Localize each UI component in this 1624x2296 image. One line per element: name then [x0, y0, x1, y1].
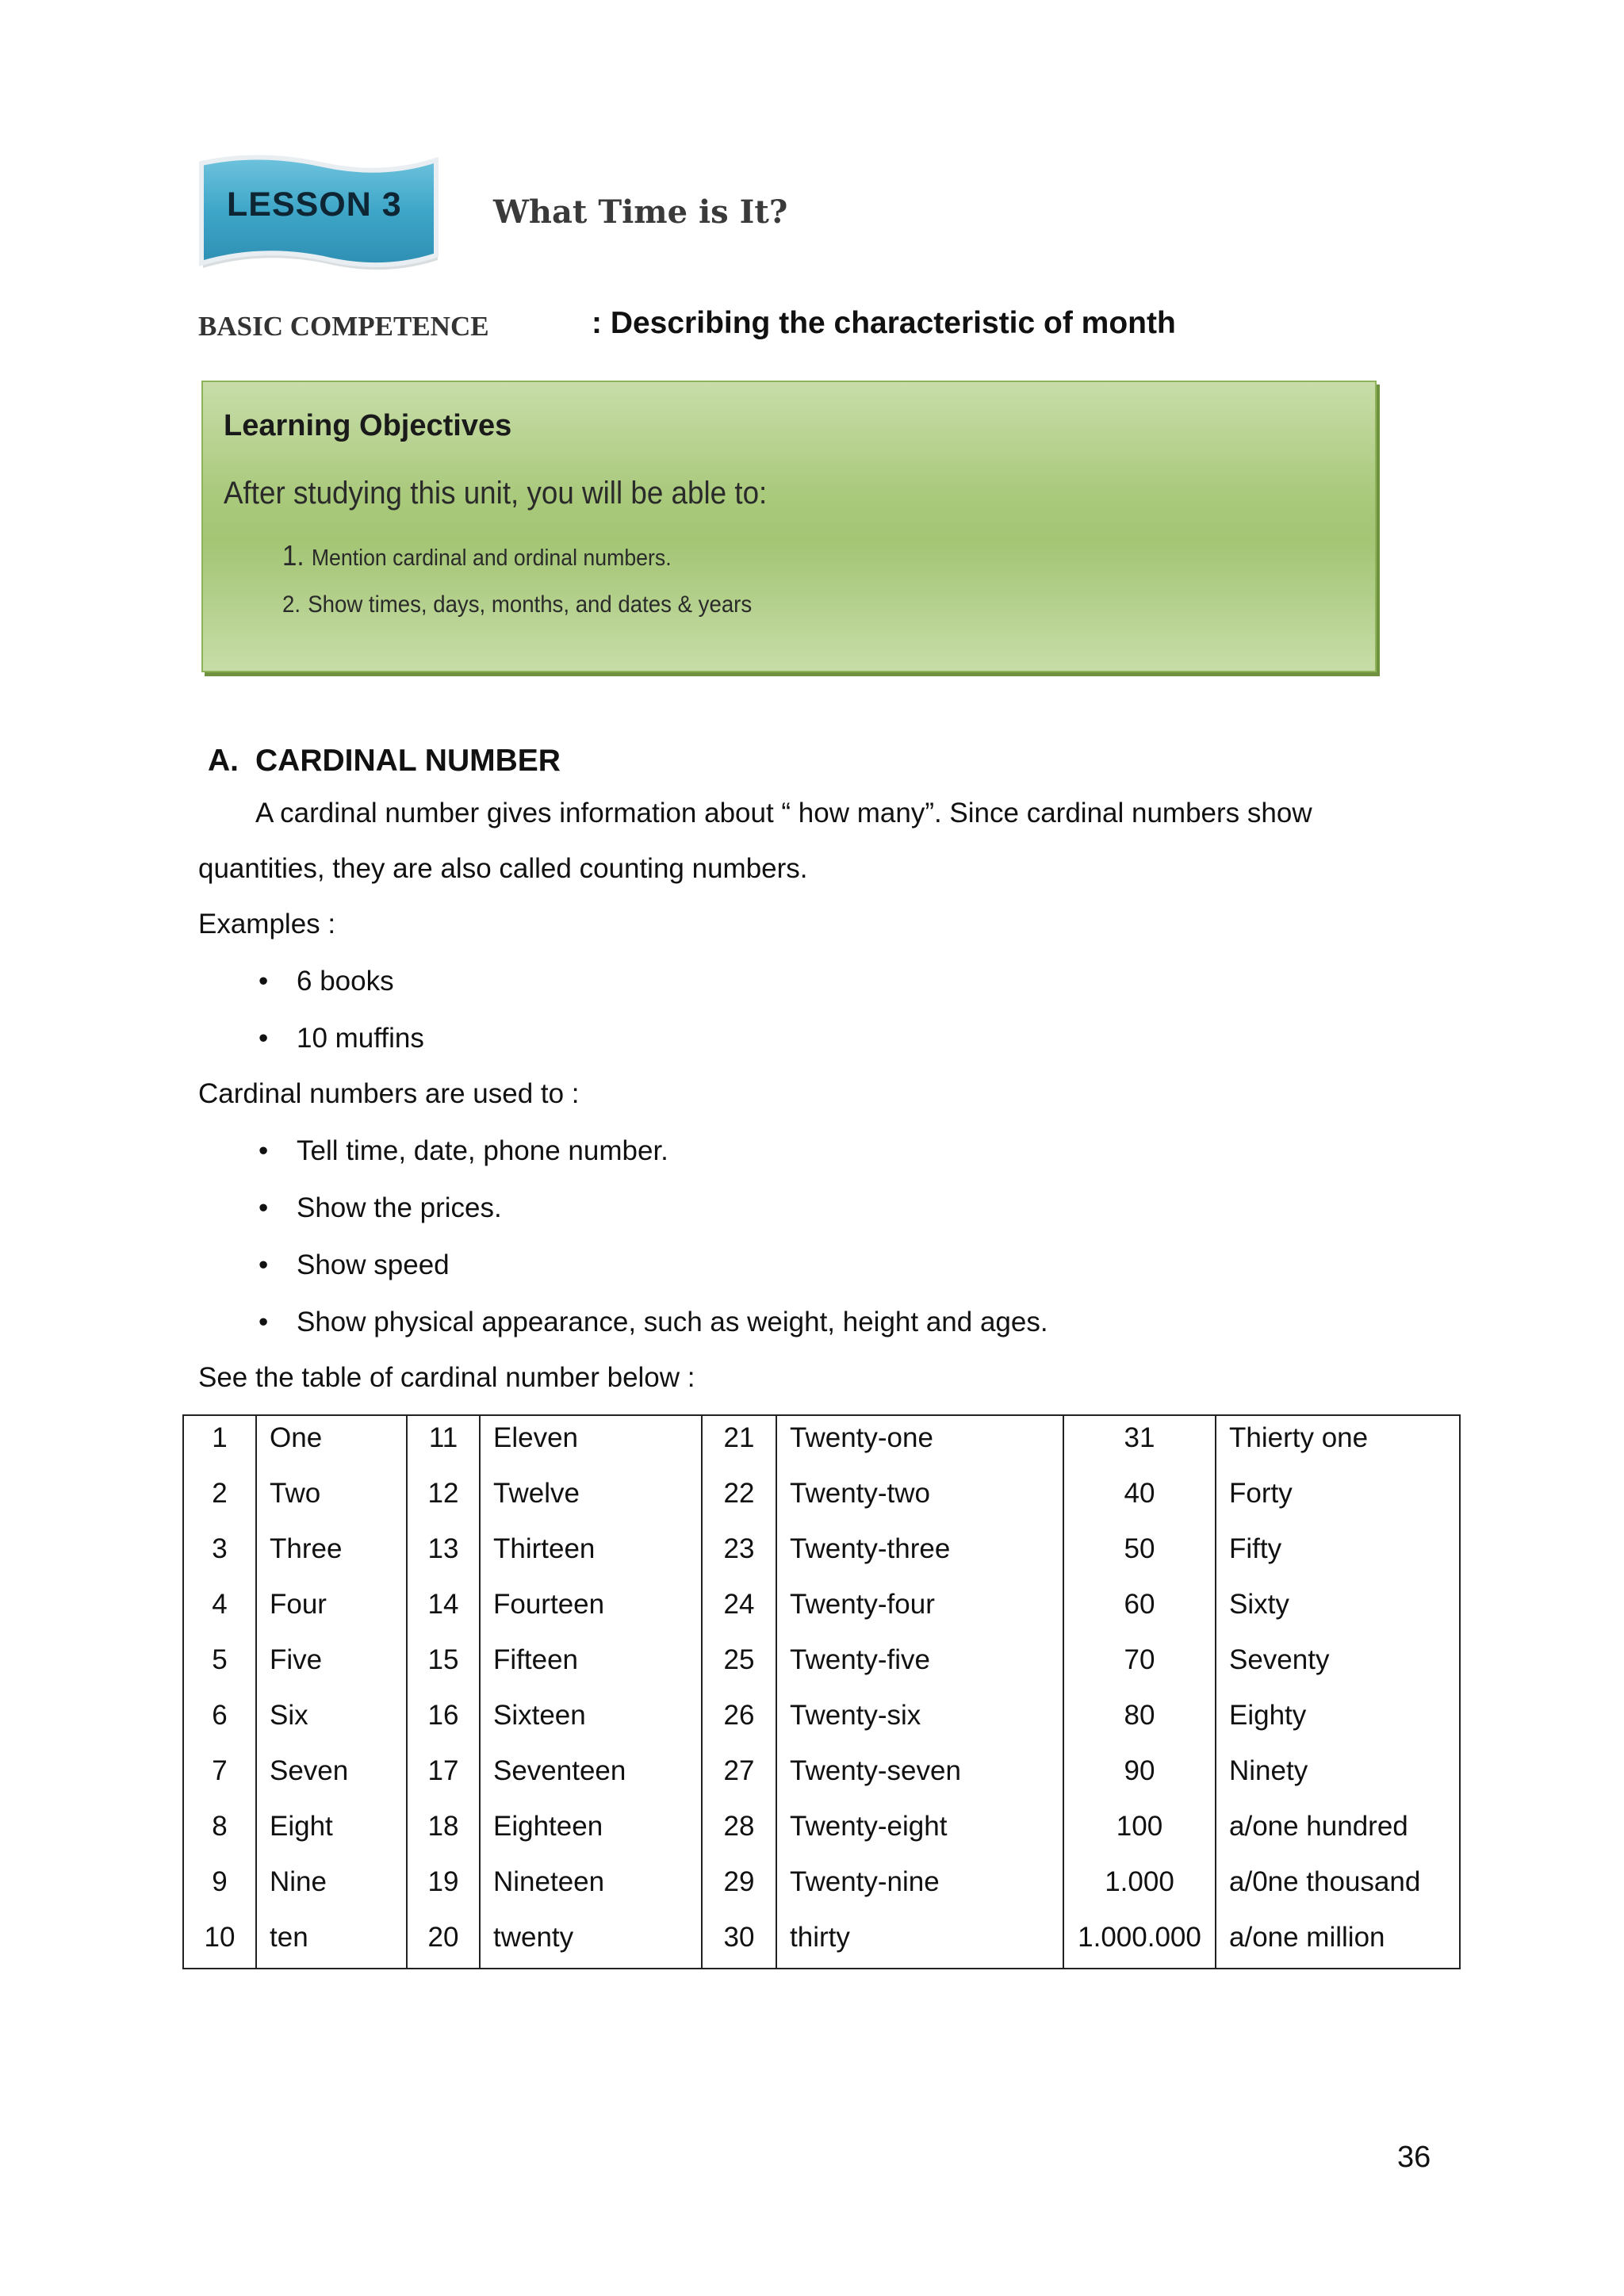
word-cell: Ninety [1229, 1755, 1308, 1786]
bullet-icon: • [259, 1135, 269, 1166]
bullet-icon: • [259, 1192, 269, 1223]
word-cell: Eight [270, 1811, 333, 1842]
number-cell: 3 [212, 1533, 228, 1564]
lesson-title: What Time is It? [493, 193, 788, 231]
word-cell: Twenty-nine [790, 1866, 940, 1897]
word-cell: a/one million [1229, 1922, 1385, 1953]
examples-label: Examples : [198, 909, 336, 939]
number-cell: 1.000.000 [1078, 1922, 1201, 1953]
word-cell: Fourteen [493, 1589, 605, 1620]
example-item [259, 966, 394, 997]
number-cell: 20 [427, 1922, 459, 1953]
objective-text: Show times, days, months, and dates & years [308, 591, 753, 618]
word-cell: thirty [790, 1922, 850, 1953]
competence-label: BASIC COMPETENCE [198, 311, 489, 342]
word-cell: Seven [270, 1755, 349, 1786]
example-text: 6 books [297, 966, 394, 997]
word-cell: Seventeen [493, 1755, 626, 1786]
number-cell: 6 [212, 1700, 228, 1731]
number-cell: 7 [212, 1755, 228, 1786]
number-cell: 80 [1124, 1700, 1155, 1731]
word-cell: twenty [493, 1922, 574, 1953]
use-item [259, 1135, 668, 1167]
objective-item [282, 591, 752, 618]
number-cell: 8 [212, 1811, 228, 1842]
table-intro: See the table of cardinal number below : [198, 1362, 695, 1393]
lesson-number: LESSON 3 [227, 186, 402, 224]
use-item [259, 1192, 502, 1224]
number-cell: 28 [723, 1811, 755, 1842]
word-cell: Eighteen [493, 1811, 603, 1842]
page-number: 36 [1397, 2141, 1431, 2174]
word-cell: Twenty-six [790, 1700, 921, 1731]
number-column [1063, 1416, 1215, 1968]
word-cell: Nine [270, 1866, 327, 1897]
word-column [1215, 1416, 1462, 1968]
number-cell: 13 [427, 1533, 459, 1564]
bullet-icon: • [259, 1307, 269, 1337]
section-letter: A. [208, 744, 239, 778]
use-item [259, 1249, 450, 1281]
number-cell: 29 [723, 1866, 755, 1897]
competence-value: : Describing the characteristic of month [592, 306, 1176, 340]
word-cell: Two [270, 1478, 321, 1509]
word-cell: a/one hundred [1229, 1811, 1408, 1842]
number-cell: 25 [723, 1644, 755, 1675]
number-cell: 23 [723, 1533, 755, 1564]
word-cell: Sixteen [493, 1700, 586, 1731]
word-cell: Thirteen [493, 1533, 596, 1564]
word-cell: One [270, 1422, 323, 1453]
use-text: Show physical appearance, such as weight, height and ages. [297, 1307, 1048, 1337]
word-cell: Fifteen [493, 1644, 578, 1675]
learning-objectives-box [201, 381, 1377, 672]
number-cell: 50 [1124, 1533, 1155, 1564]
uses-label: Cardinal numbers are used to : [198, 1078, 580, 1109]
word-cell: Twenty-eight [790, 1811, 948, 1842]
lesson-badge [197, 154, 442, 273]
word-cell: Twelve [493, 1478, 580, 1509]
bullet-icon: • [259, 1023, 269, 1054]
word-cell: Fifty [1229, 1533, 1282, 1564]
number-cell: 27 [723, 1755, 755, 1786]
use-item [259, 1307, 1048, 1338]
number-cell: 21 [723, 1422, 755, 1453]
word-cell: Forty [1229, 1478, 1293, 1509]
word-cell: Twenty-five [790, 1644, 930, 1675]
objective-number: 2. [282, 591, 301, 618]
word-cell: Thierty one [1229, 1422, 1369, 1453]
number-cell: 17 [427, 1755, 459, 1786]
number-cell: 4 [212, 1589, 228, 1620]
number-column [701, 1416, 776, 1968]
use-text: Show the prices. [297, 1192, 502, 1223]
word-cell: Five [270, 1644, 323, 1675]
number-cell: 10 [204, 1922, 236, 1953]
word-cell: Four [270, 1589, 327, 1620]
word-cell: Sixty [1229, 1589, 1289, 1620]
word-column [776, 1416, 1063, 1968]
number-column [406, 1416, 479, 1968]
number-column [184, 1416, 255, 1968]
use-text: Tell time, date, phone number. [297, 1135, 668, 1166]
number-cell: 15 [427, 1644, 459, 1675]
word-cell: Eleven [493, 1422, 579, 1453]
paragraph-line: quantities, they are also called counting numbers. [198, 853, 808, 884]
word-cell: Six [270, 1700, 308, 1731]
number-cell: 2 [212, 1478, 228, 1509]
word-cell: Nineteen [493, 1866, 605, 1897]
number-cell: 5 [212, 1644, 228, 1675]
number-cell: 30 [723, 1922, 755, 1953]
bullet-icon: • [259, 1249, 269, 1280]
objective-item [282, 539, 672, 572]
number-cell: 16 [427, 1700, 459, 1731]
word-cell: ten [270, 1922, 308, 1953]
paragraph-line: A cardinal number gives information about “ how many”. Since cardinal numbers show [255, 798, 1312, 828]
example-item [259, 1023, 424, 1054]
number-cell: 11 [428, 1422, 458, 1453]
word-cell: Twenty-two [790, 1478, 930, 1509]
section-title: CARDINAL NUMBER [255, 744, 561, 778]
number-cell: 31 [1124, 1422, 1155, 1453]
word-column [479, 1416, 701, 1968]
word-cell: Eighty [1229, 1700, 1307, 1731]
word-cell: Seventy [1229, 1644, 1330, 1675]
section-heading [208, 744, 561, 779]
number-cell: 1 [212, 1422, 228, 1453]
number-cell: 12 [427, 1478, 459, 1509]
word-cell: Three [270, 1533, 343, 1564]
objective-text: Mention cardinal and ordinal numbers. [311, 545, 672, 571]
objectives-intro: After studying this unit, you will be able to: [224, 476, 768, 511]
word-cell: Twenty-four [790, 1589, 935, 1620]
use-text: Show speed [297, 1249, 450, 1280]
number-cell: 1.000 [1105, 1866, 1174, 1897]
word-cell: Twenty-seven [790, 1755, 961, 1786]
number-cell: 14 [427, 1589, 459, 1620]
number-cell: 60 [1124, 1589, 1155, 1620]
word-cell: a/0ne thousand [1229, 1866, 1421, 1897]
word-cell: Twenty-one [790, 1422, 933, 1453]
cardinal-number-table [182, 1414, 1461, 1969]
number-cell: 22 [723, 1478, 755, 1509]
objective-number: 1. [282, 539, 304, 572]
word-cell: Twenty-three [790, 1533, 951, 1564]
number-cell: 90 [1124, 1755, 1155, 1786]
objectives-heading: Learning Objectives [224, 409, 512, 442]
number-cell: 40 [1124, 1478, 1155, 1509]
word-column [255, 1416, 406, 1968]
number-cell: 19 [427, 1866, 459, 1897]
example-text: 10 muffins [297, 1023, 424, 1054]
number-cell: 26 [723, 1700, 755, 1731]
number-cell: 100 [1116, 1811, 1163, 1842]
number-cell: 70 [1124, 1644, 1155, 1675]
bullet-icon: • [259, 966, 269, 997]
number-cell: 24 [723, 1589, 755, 1620]
number-cell: 9 [212, 1866, 228, 1897]
number-cell: 18 [427, 1811, 459, 1842]
